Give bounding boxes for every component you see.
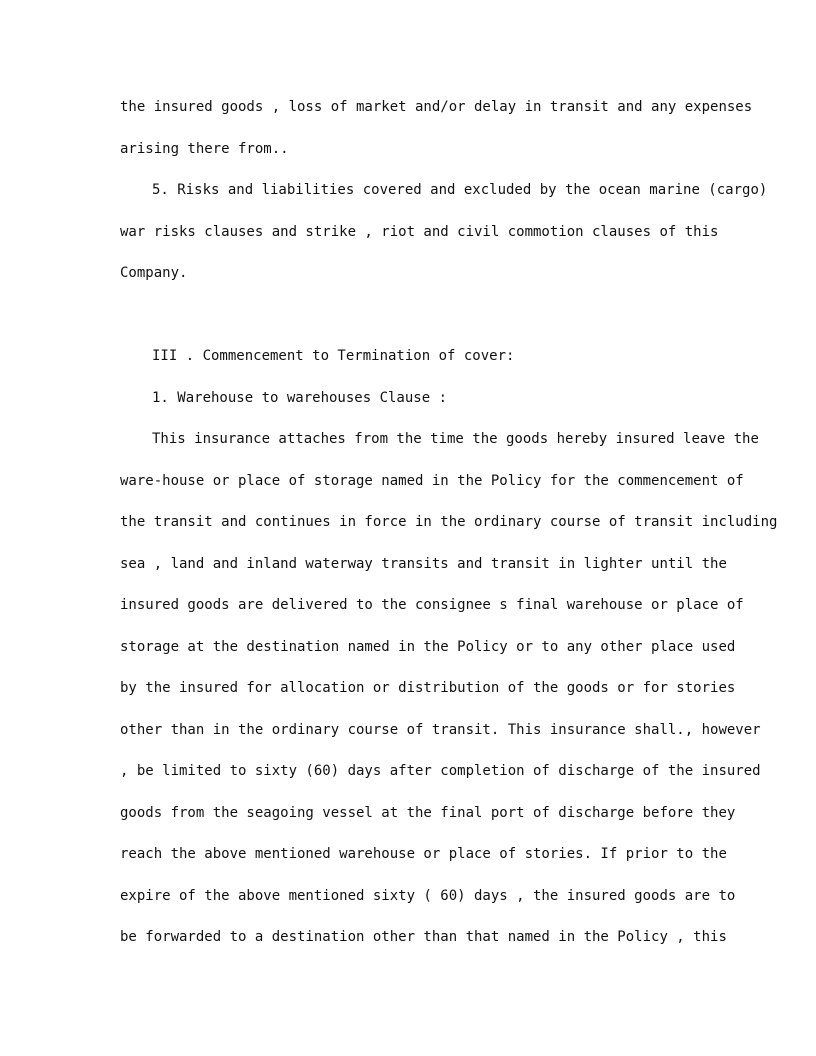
text-line: Company.	[120, 265, 188, 281]
clause-heading: 1. Warehouse to warehouses Clause :	[152, 390, 448, 406]
text-line: war risks clauses and strike , riot and civil commotion clauses of this	[120, 224, 719, 240]
text-line: the insured goods , loss of market and/or delay in transit and any expenses	[120, 99, 753, 115]
text-line: goods from the seagoing vessel at the final port of discharge before they	[120, 805, 736, 821]
text-line: ware-house or place of storage named in the Policy for the commencement of	[120, 473, 744, 489]
text-line: by the insured for allocation or distribution of the goods or for stories	[120, 680, 736, 696]
text-line: other than in the ordinary course of transit. This insurance shall., however	[120, 722, 761, 738]
text-line: 5. Risks and liabilities covered and excluded by the ocean marine (cargo)	[152, 182, 768, 198]
text-line: the transit and continues in force in the ordinary course of transit including	[120, 514, 778, 530]
text-line: be forwarded to a destination other than that named in the Policy , this	[120, 929, 727, 945]
text-line: storage at the destination named in the Policy or to any other place used	[120, 639, 736, 655]
text-line: insured goods are delivered to the consignee s final warehouse or place of	[120, 597, 744, 613]
text-line: sea , land and inland waterway transits and transit in lighter until the	[120, 556, 727, 572]
text-line: This insurance attaches from the time the goods hereby insured leave the	[152, 431, 759, 447]
section-heading: III . Commencement to Termination of cover:	[152, 348, 515, 364]
text-line: reach the above mentioned warehouse or place of stories. If prior to the	[120, 846, 727, 862]
text-line: arising there from..	[120, 141, 289, 157]
text-line: , be limited to sixty (60) days after completion of discharge of the insured	[120, 763, 761, 779]
text-line: expire of the above mentioned sixty ( 60) days , the insured goods are to	[120, 888, 736, 904]
